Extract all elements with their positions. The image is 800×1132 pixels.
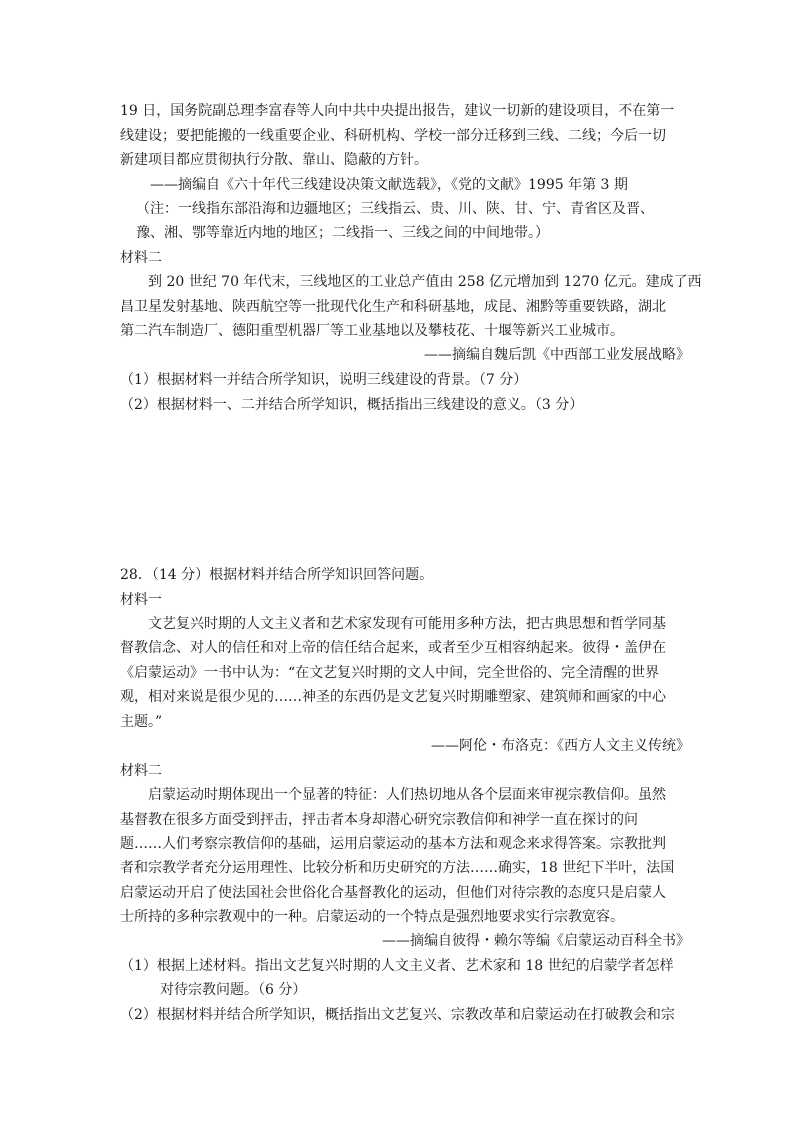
note-line: 豫、湘、鄂等靠近内地的地区；二线指一、三线之间的中间地带。） xyxy=(136,225,549,241)
question-1: （1）根据材料一并结合所学知识，说明三线建设的背景。（7 分） xyxy=(120,372,528,388)
paragraph-line: 观，相对来说是很少见的……神圣的东西仍是文艺复兴时期雕塑家、建筑师和画家的中心 xyxy=(120,689,666,705)
question-2: （2）根据材料一、二并结合所学知识，概括指出三线建设的意义。（3 分） xyxy=(120,397,584,413)
question-header: 28．（14 分）根据材料并结合所学知识回答问题。 xyxy=(120,567,434,583)
source-citation: ——摘编自《六十年代三线建设决策文献选载》，《党的文献》1995 年第 3 期 xyxy=(150,177,628,193)
question-1: （1）根据上述材料。指出文艺复兴时期的人文主义者、艺术家和 18 世纪的启蒙学者怎样 xyxy=(120,958,674,974)
paragraph-line: 第二汽车制造厂、德阳重型机器厂等工业基地以及攀枝花、十堰等新兴工业城市。 xyxy=(120,323,624,339)
paragraph-line: 主题。” xyxy=(120,714,163,730)
paragraph-line: 者和宗教学者充分运用理性、比较分析和历史研究的方法……确实，18 世纪下半叶，法国 xyxy=(120,860,675,876)
material-label: 材料一 xyxy=(120,592,162,608)
paragraph-line: 《启蒙运动》一书中认为：“在文艺复兴时期的文人中间，完全世俗的、完全清醒的世界 xyxy=(120,665,660,681)
question-1-continued: 对待宗教问题。（6 分） xyxy=(160,982,307,998)
paragraph-line: 启蒙运动时期体现出一个显著的特征：人们热切地从各个层面来审视宗教信仰。虽然 xyxy=(148,787,666,803)
paragraph-line: 督教信念、对人的信任和对上帝的信任结合起来，或者至少互相容纳起来。彼得・盖伊在 xyxy=(120,640,666,656)
paragraph-line: 题……人们考察宗教信仰的基础，运用启蒙运动的基本方法和观念来求得答案。宗教批判 xyxy=(120,836,666,852)
source-citation: ——摘编自彼得・赖尔等编《启蒙运动百科全书》 xyxy=(382,933,690,949)
source-citation: ——阿伦・布洛克：《西方人文主义传统》 xyxy=(431,738,690,754)
paragraph-line: 基督教在很多方面受到抨击，抨击者本身却潜心研究宗教信仰和神学一直在探讨的问 xyxy=(120,812,638,828)
source-citation: ——摘编自魏后凯《中西部工业发展战略》 xyxy=(424,347,690,363)
paragraph-line: 启蒙运动开启了使法国社会世俗化合基督教化的运动，但他们对待宗教的态度只是启蒙人 xyxy=(120,885,666,901)
paragraph-line: 新建项目都应贯彻执行分散、靠山、隐蔽的方针。 xyxy=(120,152,428,168)
material-label: 材料二 xyxy=(120,763,162,779)
paragraph-line: 士所持的多种宗教观中的一种。启蒙运动的一个特点是强烈地要求实行宗教宽容。 xyxy=(120,909,624,925)
paragraph-line: 昌卫星发射基地、陕西航空等一批现代化生产和科研基地，成昆、湘黔等重要铁路，湖北 xyxy=(120,299,666,315)
question-2: （2）根据材料并结合所学知识，概括指出文艺复兴、宗教改革和启蒙运动在打破教会和宗 xyxy=(120,1007,675,1023)
paragraph-line: 到 20 世纪 70 年代末，三线地区的工业总产值由 258 亿元增加到 1270 亿元。建成了西 xyxy=(148,274,702,290)
note-line: （注：一线指东部沿海和边疆地区；三线指云、贵、川、陕、甘、宁、青省区及晋、 xyxy=(136,201,654,217)
material-label: 材料二 xyxy=(120,250,162,266)
paragraph-line: 线建设；要把能搬的一线重要企业、科研机构、学校一部分迁移到三线、二线；今后一切 xyxy=(120,128,666,144)
paragraph-line: 文艺复兴时期的人文主义者和艺术家发现有可能用多种方法，把古典思想和哲学同基 xyxy=(148,616,666,632)
paragraph-line: 19 日，国务院副总理李富春等人向中共中央提出报告，建议一切新的建设项目，不在第一 xyxy=(120,103,675,119)
